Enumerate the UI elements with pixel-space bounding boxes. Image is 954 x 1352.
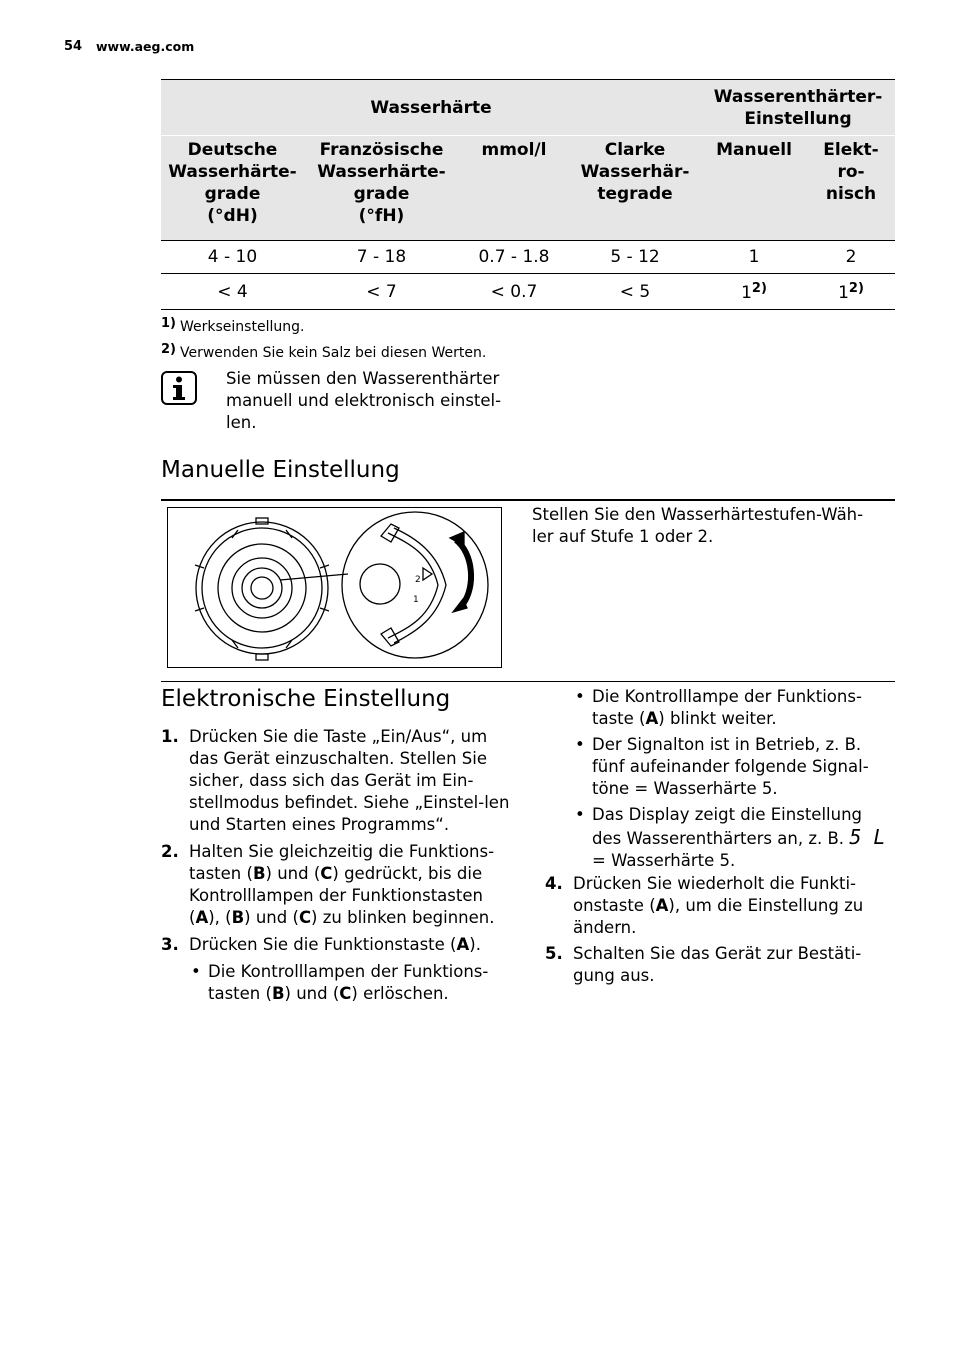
table-cell: 2 <box>807 241 895 274</box>
dial-zoom-graphic <box>342 512 488 658</box>
footnote: 1) Werkseinstellung. <box>161 316 305 335</box>
list-item: 2. Halten Sie gleichzeitig die Funktions-tasten (B) und (C) gedrückt, bis die Kontrolllampen der Funktionstasten (A), (B) und (C) zu blinken beginnen. <box>161 842 495 927</box>
table-row <box>161 274 895 310</box>
list-item: 4. Drücken Sie wiederholt die Funkti-onstaste (A), um die Einstellung zu ändern. <box>545 874 864 937</box>
filter-cap-graphic <box>195 518 329 660</box>
list-item: 1. Drücken Sie die Taste „Ein/Aus“, um das Gerät einzuschalten. Stellen Sie sicher, dass sich das Gerät im Ein-stellmodus befindet. Siehe „Einstel-len und Starten eines Programms“. <box>161 727 510 834</box>
footnote-ref: 2) <box>848 280 864 296</box>
table-cell: < 5 <box>569 274 701 310</box>
table-cell: 7 - 18 <box>304 241 459 274</box>
table-cell: 0.7 - 1.8 <box>459 241 569 274</box>
electronic-steps-right <box>573 686 891 876</box>
manual-instruction: Stellen Sie den Wasserhärtestufen-Wäh-ler auf Stufe 1 oder 2. <box>532 505 864 546</box>
divider <box>161 681 895 682</box>
dial-label-1: 1 <box>413 595 419 605</box>
table-cell: 1 <box>701 241 807 274</box>
column-header-clarke: Clarke Wasserhär- tegrade <box>569 136 701 241</box>
table-cell: < 4 <box>161 274 304 310</box>
water-hardness-table <box>161 79 895 310</box>
footnote: 2) Verwenden Sie kein Salz bei diesen Werten. <box>161 342 487 361</box>
table-cell: < 7 <box>304 274 459 310</box>
info-note: Sie müssen den Wasserenthärter manuell und elektronisch einstel-len. <box>226 369 502 432</box>
dial-illustration <box>167 507 502 668</box>
table-cell: 1$^{2)}$ <box>701 274 807 310</box>
list-item: 3. Drücken Sie die Funktionstaste (A). <box>161 935 481 954</box>
section-heading-manual: Manuelle Einstellung <box>161 457 400 483</box>
table-row <box>161 241 895 274</box>
electronic-steps-right-numbered <box>545 873 891 987</box>
page-number: 54 <box>64 39 83 54</box>
column-header-electronic: Elekt- ro- nisch <box>807 136 895 241</box>
table-cell: 4 - 10 <box>161 241 304 274</box>
footnote-ref: 2) <box>751 280 767 296</box>
table-cell: 5 - 12 <box>569 241 701 274</box>
group-header-water-hardness: Wasserhärte <box>161 80 701 136</box>
display-readout: 5 L <box>849 825 886 849</box>
column-header-manual: Manuell <box>701 136 807 241</box>
column-header-fh: Französische Wasserhärte- grade (°fH) <box>304 136 459 241</box>
section-heading-electronic: Elektronische Einstellung <box>161 686 451 712</box>
bullet-item: • Die Kontrolllampe der Funktions-taste (A) blinkt weiter. <box>573 686 891 730</box>
bullet-item: • Das Display zeigt die Einstellung des Wasserenthärters an, z. B. 5 L = Wasserhärte 5. <box>573 804 891 872</box>
bullet-item: • Die Kontrolllampen der Funktions-tasten (B) und (C) erlöschen. <box>189 961 511 1005</box>
dial-label-2: 2 <box>415 575 421 585</box>
table-cell: < 0.7 <box>459 274 569 310</box>
electronic-steps-left <box>161 726 511 1005</box>
table-cell: 1$^{2)}$ <box>807 274 895 310</box>
column-header-mmol: mmol/l <box>459 136 569 241</box>
group-header-softener-setting: Wasserenthärter- Einstellung <box>701 80 895 136</box>
website-url: www.aeg.com <box>96 39 195 54</box>
list-item: 5. Schalten Sie das Gerät zur Bestäti-gung aus. <box>545 944 862 985</box>
info-icon <box>161 371 197 405</box>
column-header-dh: Deutsche Wasserhärte- grade (°dH) <box>161 136 304 241</box>
divider <box>161 499 895 501</box>
bullet-item: • Der Signalton ist in Betrieb, z. B. fünf aufeinander folgende Signal-töne = Wasserhärte 5. <box>573 734 891 800</box>
